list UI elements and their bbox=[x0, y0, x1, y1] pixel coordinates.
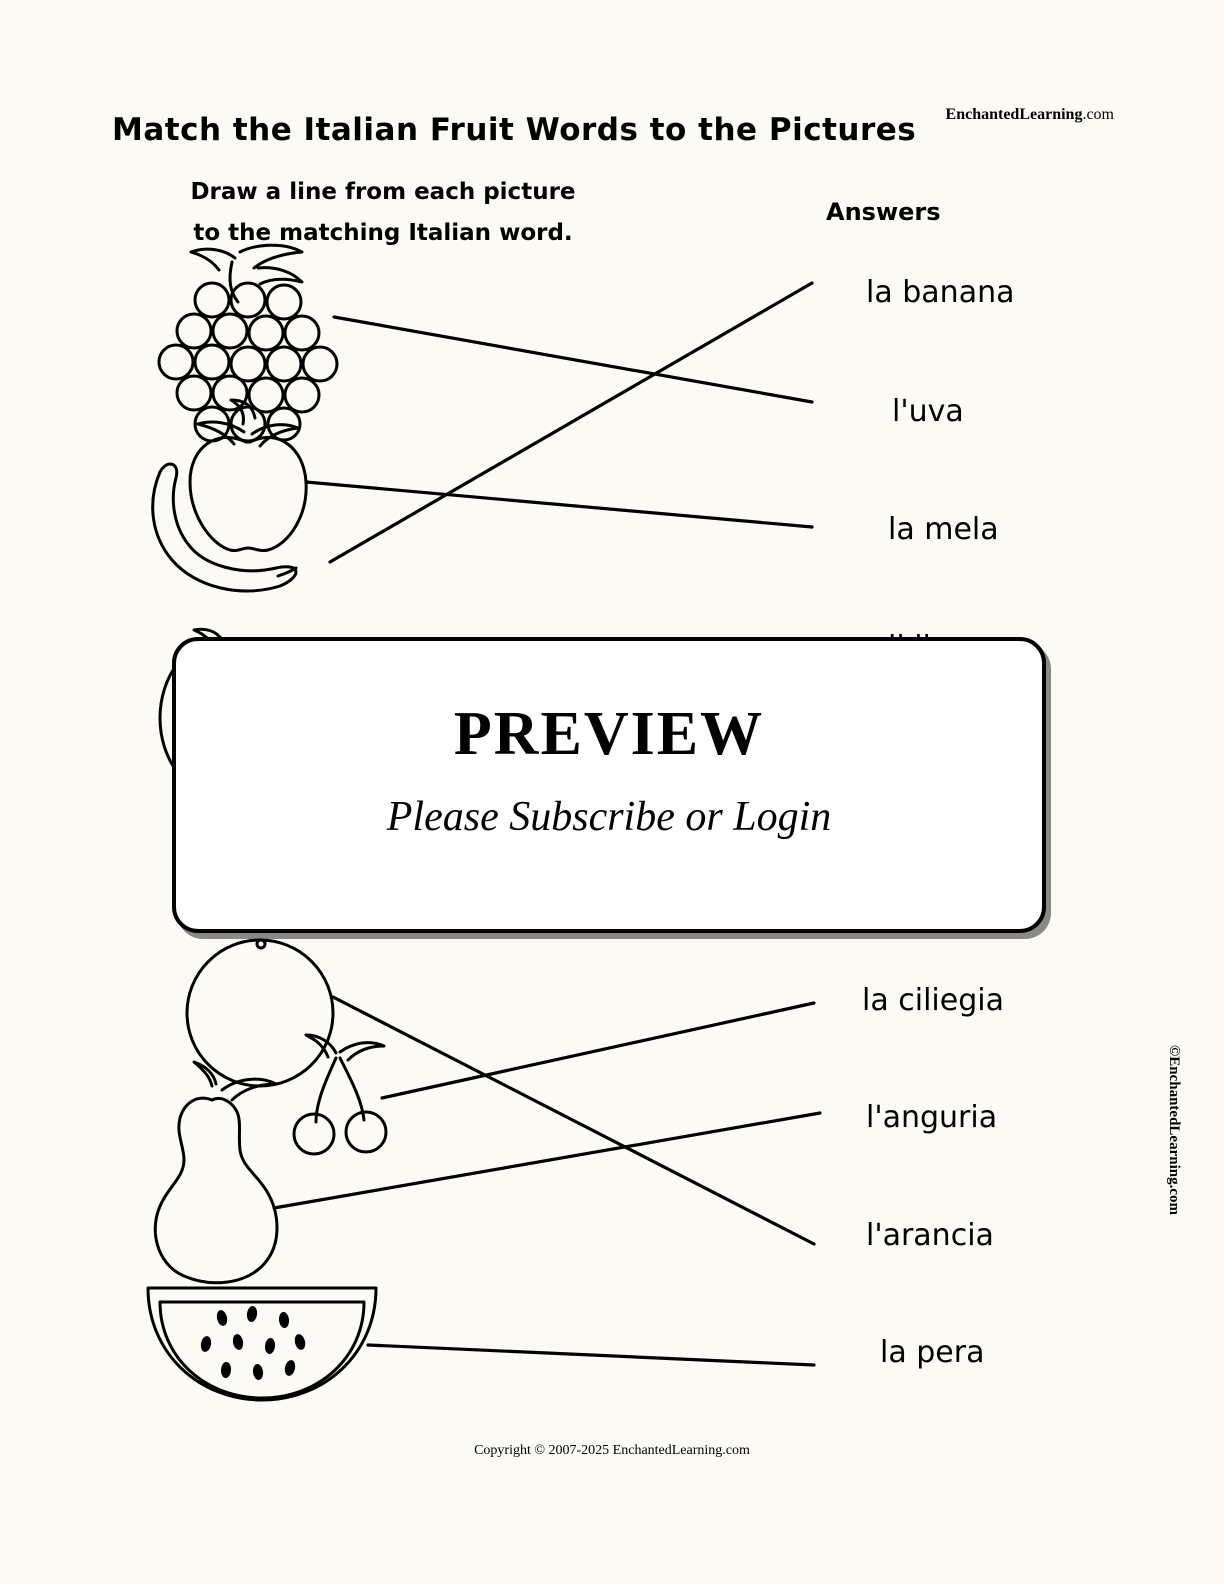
word-item[interactable]: la mela bbox=[888, 512, 999, 547]
answers-heading: Answers bbox=[826, 198, 941, 226]
pear-illustration bbox=[155, 1062, 277, 1283]
orange-illustration bbox=[187, 940, 333, 1086]
word-item[interactable]: la pera bbox=[880, 1335, 985, 1370]
brand-name: EnchantedLearning bbox=[945, 106, 1083, 123]
watermelon-illustration bbox=[148, 1288, 376, 1400]
word-item[interactable]: l'uva bbox=[892, 394, 964, 429]
apple-illustration bbox=[190, 400, 306, 551]
word-item[interactable]: l'anguria bbox=[866, 1100, 998, 1135]
banana-illustration bbox=[153, 464, 296, 591]
preview-overlay[interactable] bbox=[172, 637, 1046, 933]
grapes-illustration bbox=[159, 245, 337, 441]
brand-tld: .com bbox=[1082, 106, 1114, 123]
word-item[interactable]: la ciliegia bbox=[862, 983, 1004, 1018]
side-brand-watermark: ©EnchantedLearning.com bbox=[1166, 1045, 1182, 1215]
word-item[interactable]: l'arancia bbox=[866, 1218, 994, 1253]
preview-subscribe-login-text[interactable]: Please Subscribe or Login bbox=[386, 794, 832, 840]
word-item[interactable]: la banana bbox=[866, 275, 1015, 310]
instructions-line-2: to the matching Italian word. bbox=[193, 220, 573, 246]
instructions-line-1: Draw a line from each picture bbox=[190, 179, 576, 205]
cherries-illustration bbox=[294, 1035, 386, 1154]
page-title: Match the Italian Fruit Words to the Pictures bbox=[112, 112, 917, 148]
preview-title: PREVIEW bbox=[453, 700, 765, 768]
copyright-footer: Copyright © 2007-2025 EnchantedLearning.com bbox=[474, 1443, 750, 1458]
